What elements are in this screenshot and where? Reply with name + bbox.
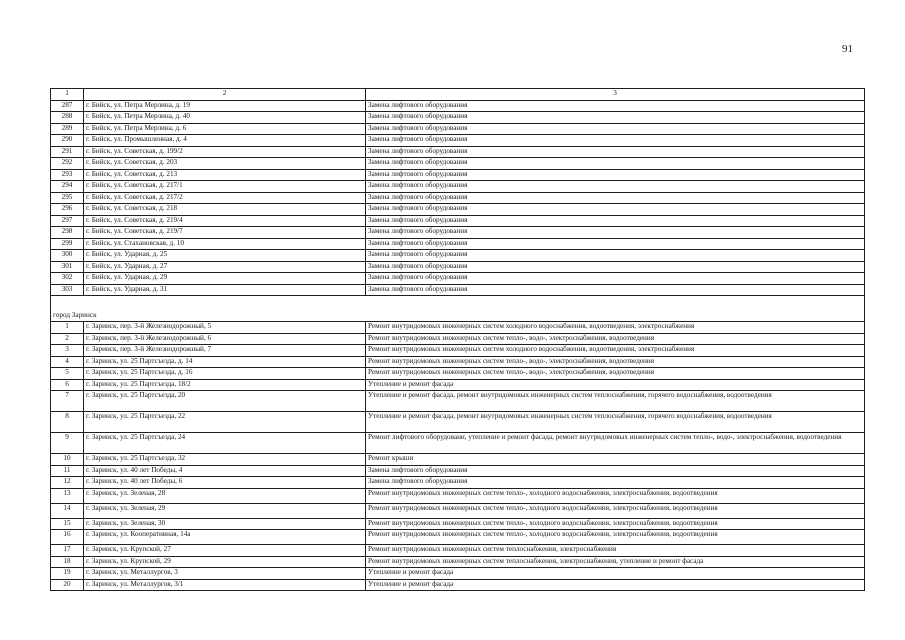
row-number: 292 (51, 158, 84, 170)
row-number: 297 (51, 215, 84, 227)
row-address: г. Заринск, пер. 3-й Железнодорожный, 7 (84, 345, 366, 357)
row-work-description: Замена лифтового оборудования (366, 465, 865, 477)
row-work-description: Утепление и ремонт фасада (366, 379, 865, 391)
table-row (51, 465, 865, 477)
row-number: 302 (51, 273, 84, 285)
row-work-description: Замена лифтового оборудования (366, 112, 865, 124)
row-work-description: Ремонт внутридомовых инженерных систем тепло-, водо-, электроснабжения, водоотведения (366, 333, 865, 345)
table-row (51, 412, 865, 433)
table-row (51, 181, 865, 193)
header-col-1: 1 (51, 89, 84, 101)
row-address: г. Бийск, ул. Советская, д. 203 (84, 158, 366, 170)
table-row (51, 345, 865, 357)
table-row (51, 250, 865, 262)
table-row (51, 556, 865, 568)
table-row (51, 518, 865, 530)
row-address: г. Заринск, ул. 25 Партсъезда, д. 16 (84, 368, 366, 380)
row-address: г. Бийск, ул. Петра Мерлина, д. 6 (84, 123, 366, 135)
row-number: 300 (51, 250, 84, 262)
row-work-description: Утепление и ремонт фасада, ремонт внутридомовых инженерных систем теплоснабжения, горячего водоснабжения, водоотведения (366, 412, 865, 433)
row-address: г. Бийск, ул. Стахановская, д. 10 (84, 238, 366, 250)
row-work-description: Ремонт внутридомовых инженерных систем тепло-, холодного водоснабжения, электроснабжения, водоотведения (366, 503, 865, 518)
row-work-description: Замена лифтового оборудования (366, 123, 865, 135)
table-row (51, 123, 865, 135)
row-address: г. Бийск, ул. Промышленная, д. 4 (84, 135, 366, 147)
row-number: 2 (51, 333, 84, 345)
table-row (51, 379, 865, 391)
table-row (51, 273, 865, 285)
row-address: г. Бийск, ул. Советская, д. 218 (84, 204, 366, 216)
table-row (51, 579, 865, 591)
row-number: 9 (51, 433, 84, 454)
row-address: г. Бийск, ул. Советская, д. 217/2 (84, 192, 366, 204)
row-address: г. Заринск, ул. Зеленая, 29 (84, 503, 366, 518)
row-work-description: Замена лифтового оборудования (366, 181, 865, 193)
table-row (51, 204, 865, 216)
table-row (51, 368, 865, 380)
row-address: г. Бийск, ул. Ударная, д. 25 (84, 250, 366, 262)
row-address: г. Бийск, ул. Советская, д. 199/2 (84, 146, 366, 158)
row-number: 293 (51, 169, 84, 181)
row-address: г. Заринск, ул. 25 Партсъезда, д. 14 (84, 356, 366, 368)
row-address: г. Заринск, пер. 3-й Железнодорожный, 5 (84, 322, 366, 334)
header-col-2: 2 (84, 89, 366, 101)
row-address: г. Бийск, ул. Ударная, д. 29 (84, 273, 366, 285)
spacer-cell (51, 296, 865, 312)
table-row (51, 158, 865, 170)
section-row (51, 311, 865, 322)
table-row (51, 333, 865, 345)
row-number: 1 (51, 322, 84, 334)
row-address: г. Заринск, пер. 3-й Железнодорожный, 6 (84, 333, 366, 345)
row-address: г. Заринск, ул. Зеленая, 28 (84, 488, 366, 503)
table-row (51, 284, 865, 296)
row-number: 5 (51, 368, 84, 380)
row-address: г. Заринск, ул. 25 Партсъезда, 20 (84, 391, 366, 412)
row-number: 296 (51, 204, 84, 216)
row-number: 12 (51, 477, 84, 489)
row-number: 7 (51, 391, 84, 412)
row-address: г. Заринск, ул. 25 Партсъезда, 24 (84, 433, 366, 454)
row-number: 19 (51, 568, 84, 580)
row-work-description: Замена лифтового оборудования (366, 273, 865, 285)
row-address: г. Заринск, ул. 25 Партсъезда, 32 (84, 454, 366, 466)
row-address: г. Бийск, ул. Советская, д. 219/4 (84, 215, 366, 227)
row-number: 287 (51, 100, 84, 112)
row-address: г. Заринск, ул. Зеленая, 30 (84, 518, 366, 530)
row-work-description: Замена лифтового оборудования (366, 158, 865, 170)
row-number: 8 (51, 412, 84, 433)
row-work-description: Замена лифтового оборудования (366, 261, 865, 273)
row-work-description: Утепление и ремонт фасада (366, 568, 865, 580)
header-row (51, 89, 865, 101)
row-work-description: Замена лифтового оборудования (366, 284, 865, 296)
row-work-description: Ремонт внутридомовых инженерных систем тепло-, холодного водоснабжения, электроснабжения, водоотведения (366, 518, 865, 530)
row-work-description: Замена лифтового оборудования (366, 238, 865, 250)
row-number: 3 (51, 345, 84, 357)
row-address: г. Бийск, ул. Ударная, д. 27 (84, 261, 366, 273)
row-number: 291 (51, 146, 84, 158)
row-work-description: Ремонт внутридомовых инженерных систем теплоснабжения, электроснабжения (366, 545, 865, 557)
row-address: г. Бийск, ул. Советская, д. 219/7 (84, 227, 366, 239)
row-number: 18 (51, 556, 84, 568)
table-row (51, 433, 865, 454)
table-row (51, 568, 865, 580)
row-work-description: Ремонт крыши (366, 454, 865, 466)
row-number: 15 (51, 518, 84, 530)
table-row (51, 192, 865, 204)
row-work-description: Замена лифтового оборудования (366, 169, 865, 181)
table-row (51, 100, 865, 112)
table-row (51, 238, 865, 250)
row-address: г. Заринск, ул. 40 лет Победы, 6 (84, 477, 366, 489)
table-row (51, 146, 865, 158)
row-number: 10 (51, 454, 84, 466)
spacer-row (51, 296, 865, 312)
row-number: 14 (51, 503, 84, 518)
row-address: г. Бийск, ул. Советская, д. 217/1 (84, 181, 366, 193)
table-body (51, 89, 865, 591)
table-row (51, 530, 865, 545)
row-work-description: Замена лифтового оборудования (366, 227, 865, 239)
row-work-description: Утепление и ремонт фасада, ремонт внутридомовых инженерных систем теплоснабжения, горячего водоснабжения, водоотведения (366, 391, 865, 412)
row-number: 289 (51, 123, 84, 135)
row-work-description: Ремонт внутридомовых инженерных систем холодного водоснабжения, водоотведения, электроснабжения (366, 345, 865, 357)
table-row (51, 261, 865, 273)
row-work-description: Замена лифтового оборудования (366, 250, 865, 262)
row-work-description: Замена лифтового оборудования (366, 135, 865, 147)
row-number: 16 (51, 530, 84, 545)
row-number: 294 (51, 181, 84, 193)
row-work-description: Ремонт внутридомовых инженерных систем холодного водоснабжения, водоотведения, электроснабжения (366, 322, 865, 334)
row-work-description: Утепление и ремонт фасада (366, 579, 865, 591)
row-number: 290 (51, 135, 84, 147)
row-number: 4 (51, 356, 84, 368)
row-number: 13 (51, 488, 84, 503)
row-work-description: Ремонт внутридомовых инженерных систем тепло-, водо-, электроснабжения, водоотведения (366, 356, 865, 368)
row-address: г. Заринск, ул. Металлургов, 3/1 (84, 579, 366, 591)
row-number: 11 (51, 465, 84, 477)
row-address: г. Заринск, ул. 25 Партсъезда, 18/2 (84, 379, 366, 391)
row-work-description: Замена лифтового оборудования (366, 192, 865, 204)
row-number: 17 (51, 545, 84, 557)
table-row (51, 477, 865, 489)
table-row (51, 135, 865, 147)
row-work-description: Замена лифтового оборудования (366, 100, 865, 112)
table-row (51, 488, 865, 503)
row-address: г. Бийск, ул. Петра Мерлина, д. 19 (84, 100, 366, 112)
row-address: г. Заринск, ул. 25 Партсъезда, 22 (84, 412, 366, 433)
row-work-description: Ремонт внутридомовых инженерных систем тепло-, холодного водоснабжения, электроснабжения, водоотведения (366, 530, 865, 545)
row-work-description: Замена лифтового оборудования (366, 215, 865, 227)
row-address: г. Бийск, ул. Петра Мерлина, д. 40 (84, 112, 366, 124)
row-number: 6 (51, 379, 84, 391)
table-row (51, 454, 865, 466)
row-address: г. Заринск, ул. Металлургов, 3 (84, 568, 366, 580)
row-number: 299 (51, 238, 84, 250)
row-address: г. Заринск, ул. Кооперативная, 14а (84, 530, 366, 545)
row-work-description: Ремонт внутридомовых инженерных систем тепло-, водо-, электроснабжения, водоотведения (366, 368, 865, 380)
row-work-description: Ремонт внутридомовых инженерных систем тепло-, холодного водоснабжения, электроснабжения, водоотведения (366, 488, 865, 503)
row-number: 301 (51, 261, 84, 273)
table-row (51, 391, 865, 412)
row-work-description: Замена лифтового оборудования (366, 146, 865, 158)
row-address: г. Заринск, ул. 40 лет Победы, 4 (84, 465, 366, 477)
table-row (51, 112, 865, 124)
row-address: г. Заринск, ул. Крупской, 27 (84, 545, 366, 557)
row-work-description: Ремонт внутридомовых инженерных систем теплоснабжения, электроснабжения, утепление и ремонт фасада (366, 556, 865, 568)
row-number: 295 (51, 192, 84, 204)
table-row (51, 545, 865, 557)
row-address: г. Заринск, ул. Крупской, 29 (84, 556, 366, 568)
table-row (51, 503, 865, 518)
header-col-3: 3 (366, 89, 865, 101)
table-row (51, 169, 865, 181)
row-address: г. Бийск, ул. Советская, д. 213 (84, 169, 366, 181)
table-row (51, 356, 865, 368)
row-number: 298 (51, 227, 84, 239)
row-number: 288 (51, 112, 84, 124)
row-work-description: Замена лифтового оборудования (366, 204, 865, 216)
section-title: город Заринск (51, 311, 865, 322)
row-number: 303 (51, 284, 84, 296)
row-address: г. Бийск, ул. Ударная, д. 31 (84, 284, 366, 296)
row-work-description: Замена лифтового оборудования (366, 477, 865, 489)
row-work-description: Ремонт лифтового оборудовани, утепление и ремонт фасада, ремонт внутридомовых инженерных систем тепло-, водо-, электроснабжения, водоотведения (366, 433, 865, 454)
table-row (51, 227, 865, 239)
page-number: 91 (842, 43, 853, 55)
table-row (51, 215, 865, 227)
row-number: 20 (51, 579, 84, 591)
repair-program-table (50, 88, 865, 591)
table-row (51, 322, 865, 334)
